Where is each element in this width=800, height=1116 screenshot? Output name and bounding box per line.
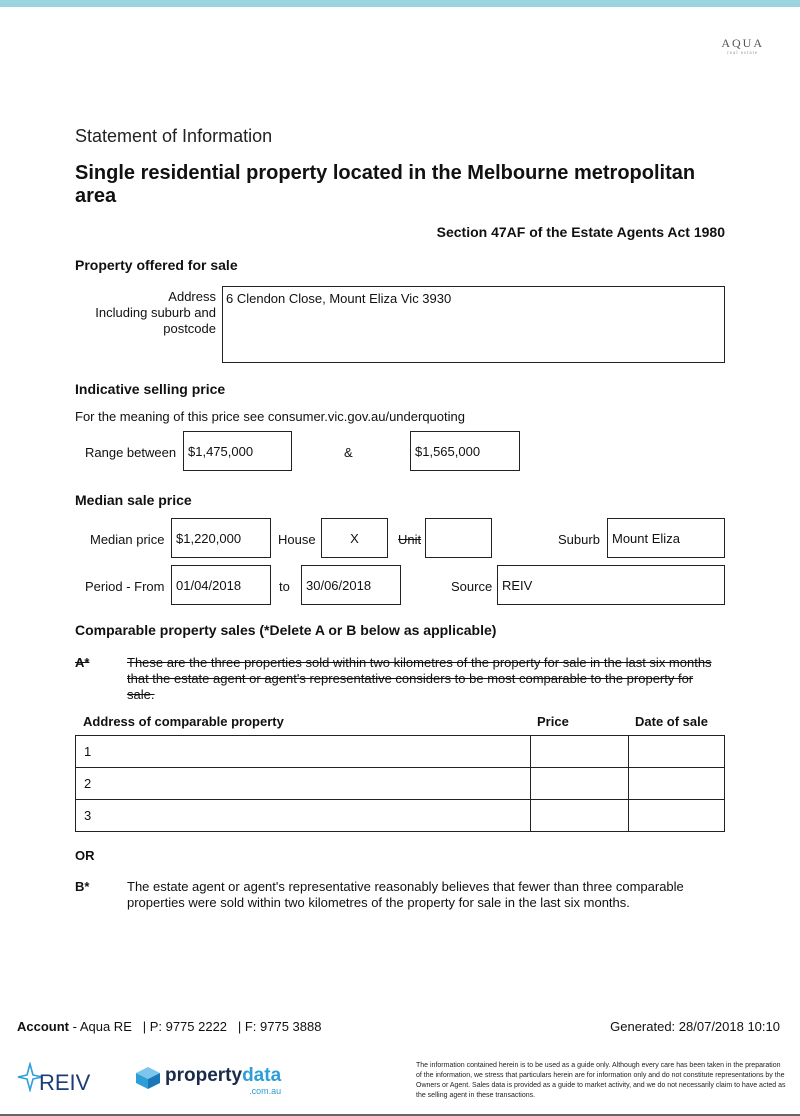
propertydata-domain: .com.au	[249, 1086, 282, 1096]
row-date[interactable]	[629, 736, 725, 768]
disclaimer-text: The information contained herein is to be used as a guide only. Although every care has been taken in the preparation of the information, we stress that particulars herein are for information only and do not constitute representations by the Owners or Agent. Sales data is provided as a guide to market activity, and we do not necessarily claim to have acted as the selling agent in these transactions.	[416, 1062, 786, 1099]
row-price[interactable]	[531, 736, 629, 768]
address-label	[80, 289, 216, 337]
comparable-heading: Comparable property sales (*Delete A or B below as applicable)	[75, 622, 497, 638]
option-a-label: A*	[75, 655, 90, 670]
account-details: - Aqua RE | P: 9775 2222 | F: 9775 3888	[69, 1019, 322, 1034]
col-price-header: Price	[537, 714, 569, 729]
or-separator: OR	[75, 848, 95, 863]
row-number[interactable]: 3	[76, 800, 531, 832]
account-label: Account	[17, 1019, 69, 1034]
propertydata-logo-text	[165, 1066, 281, 1086]
col-date-header: Date of sale	[635, 714, 708, 729]
propertydata-main: property	[165, 1065, 243, 1086]
reiv-logo-text: REIV	[39, 1070, 91, 1095]
source-label: Source	[451, 579, 493, 594]
period-to-label: to	[279, 579, 290, 594]
option-a-text: These are the three properties sold within two kilometres of the property for sale in the last six months that the estate agent or agent's representative considers to be most comparable to the property for sale.	[127, 655, 712, 702]
range-separator: &	[344, 445, 353, 460]
range-label: Range between	[85, 445, 177, 460]
address-label-line2: Including suburb and	[95, 305, 216, 320]
row-date[interactable]	[629, 800, 725, 832]
range-high-field[interactable]: $1,565,000	[410, 431, 520, 471]
option-b-label: B*	[75, 879, 90, 894]
section-reference: Section 47AF of the Estate Agents Act 1980	[436, 224, 725, 240]
generated-timestamp: Generated: 28/07/2018 10:10	[610, 1019, 780, 1034]
table-row	[76, 736, 725, 768]
median-price-field[interactable]: $1,220,000	[171, 518, 271, 558]
propertydata-cube-icon	[135, 1066, 161, 1090]
address-label-line1: Address	[168, 289, 216, 304]
account-info	[17, 1019, 321, 1034]
page-title: Single residential property located in the Melbourne metropolitan area	[75, 162, 696, 207]
underquoting-note: For the meaning of this price see consumer.vic.gov.au/underquoting	[75, 409, 465, 424]
house-label: House	[278, 532, 316, 547]
suburb-label: Suburb	[558, 532, 600, 547]
row-price[interactable]	[531, 800, 629, 832]
propertydata-logo	[135, 1066, 281, 1096]
row-number[interactable]: 1	[76, 736, 531, 768]
row-date[interactable]	[629, 768, 725, 800]
address-field[interactable]: 6 Clendon Close, Mount Eliza Vic 3930	[222, 286, 725, 363]
suburb-field[interactable]: Mount Eliza	[607, 518, 725, 558]
source-field[interactable]: REIV	[497, 565, 725, 605]
median-price-label: Median price	[90, 532, 165, 547]
statement-heading: Statement of Information	[75, 126, 273, 146]
table-row	[76, 768, 725, 800]
top-accent-bar	[0, 0, 800, 7]
col-address-header: Address of comparable property	[83, 714, 284, 729]
indicative-heading: Indicative selling price	[75, 381, 226, 397]
row-number[interactable]: 2	[76, 768, 531, 800]
unit-field[interactable]	[425, 518, 492, 558]
table-row	[76, 800, 725, 832]
aqua-logo	[721, 36, 764, 56]
aqua-logo-sub: real estate	[727, 51, 759, 56]
reiv-logo	[17, 1058, 90, 1096]
comparable-table	[75, 735, 725, 832]
house-field[interactable]: X	[321, 518, 388, 558]
option-b-text: The estate agent or agent's representative reasonably believes that fewer than three comparable properties were sold within two kilometres of the property for sale in the last six months.	[127, 879, 684, 910]
aqua-logo-text: AQUA	[721, 36, 764, 50]
median-heading: Median sale price	[75, 492, 192, 508]
period-from-field[interactable]: 01/04/2018	[171, 565, 271, 605]
row-price[interactable]	[531, 768, 629, 800]
period-to-field[interactable]: 30/06/2018	[301, 565, 401, 605]
range-low-field[interactable]: $1,475,000	[183, 431, 292, 471]
address-label-line3: postcode	[163, 321, 216, 336]
period-from-label: Period - From	[85, 579, 165, 594]
unit-label: Unit	[398, 532, 422, 547]
propertydata-accent: data	[242, 1065, 282, 1086]
property-heading: Property offered for sale	[75, 257, 238, 273]
